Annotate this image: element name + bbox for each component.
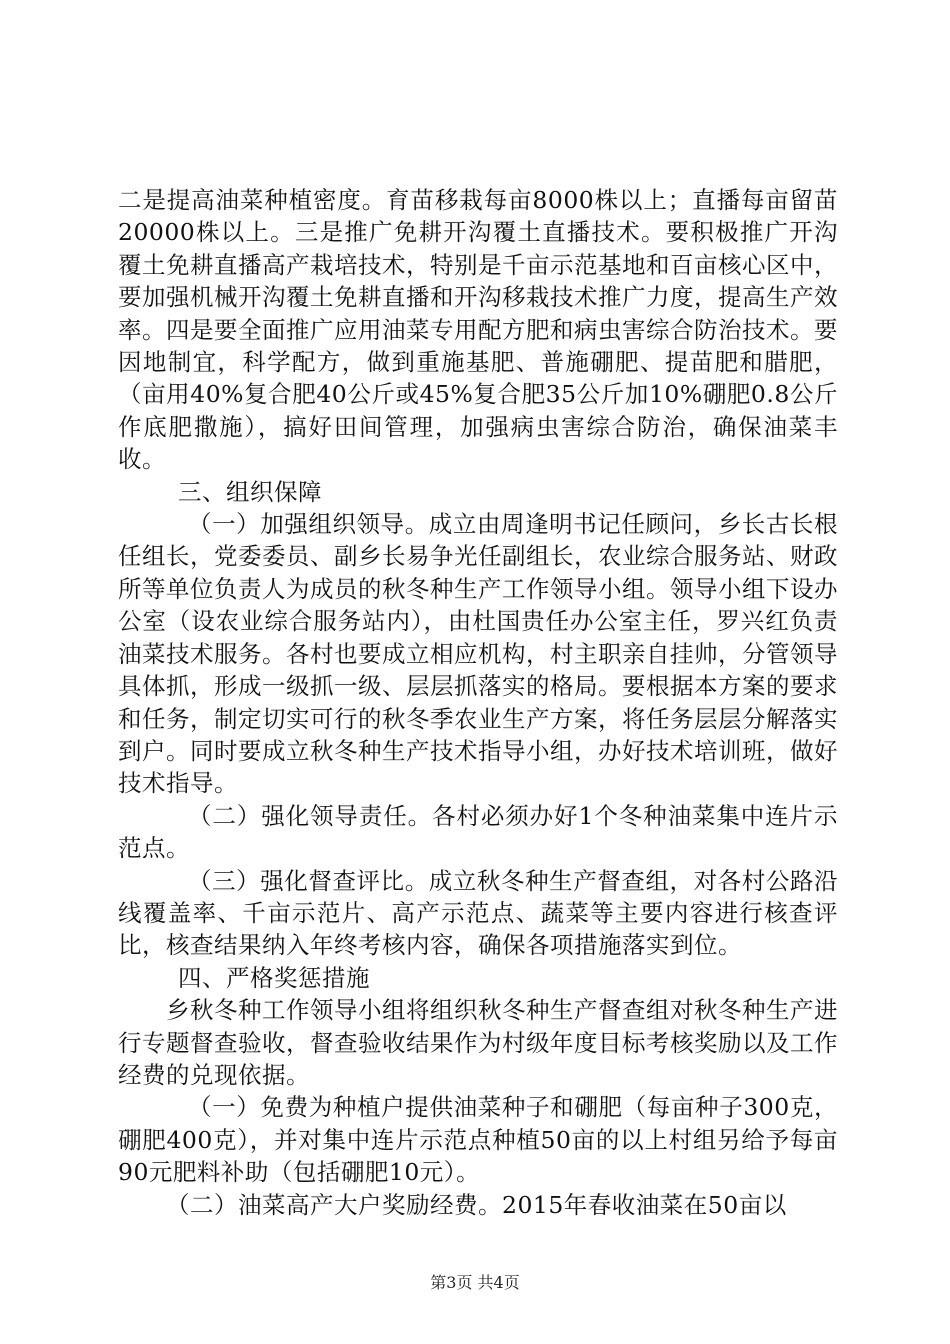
- document-body: [118, 184, 838, 1221]
- paragraph-planting-density: 二是提高油菜种植密度。育苗移栽每亩8000株以上；直播每亩留苗20000株以上。三是推广免耕开沟覆土直播技术。要积极推广开沟覆土免耕直播高产栽培技术，特别是千亩示范基地和百亩核心区中，要加强机械开沟覆土免耕直播和开沟移栽技术推广力度，提高生产效率。四是要全面推广应用油菜专用配方肥和病虫害综合防治技术。要因地制宜，科学配方，做到重施基肥、普施硼肥、提苗肥和腊肥，（亩用40%复合肥40公斤或45%复合肥35公斤加10%硼肥0.8公斤作底肥撒施），搞好田间管理，加强病虫害综合防治，确保油菜丰收。: [118, 186, 838, 474]
- paragraph-leadership: （一）加强组织领导。成立由周逢明书记任顾问，乡长古长根任组长，党委委员、副乡长易争光任副组长，农业综合服务站、财政所等单位负责人为成员的秋冬种生产工作领导小组。领导小组下设办公室（设农业综合服务站内），由杜国贵任办公室主任，罗兴红负责油菜技术服务。各村也要成立相应机构，村主职亲自挂帅，分管领导具体抓，形成一级抓一级、层层抓落实的格局。要根据本方案的要求和任务，制定切实可行的秋冬季农业生产方案，将任务层层分解落实到户。同时要成立秋冬种生产技术指导小组，办好技术培训班，做好技术指导。: [118, 510, 838, 798]
- paragraph-inspection: 乡秋冬种工作领导小组将组织秋冬种生产督查组对秋冬种生产进行专题督查验收，督查验收结果作为村级年度目标考核奖励以及工作经费的兑现依据。: [118, 996, 838, 1089]
- page-footer: 第3页 共4页: [430, 1273, 520, 1292]
- paragraph-high-yield-award: （二）油菜高产大户奖励经费。2015年春收油菜在50亩以: [166, 1190, 787, 1219]
- paragraph-free-seeds: （一）免费为种植户提供油菜种子和硼肥（每亩种子300克，硼肥400克），并对集中连片示范点种植50亩的以上村组另给予每亩90元肥料补助（包括硼肥10元）。: [118, 1093, 838, 1187]
- section-heading-organization: 三、组织保障: [178, 477, 322, 506]
- section-heading-rewards: 四、严格奖惩措施: [178, 963, 370, 992]
- paragraph-supervision: （三）强化督查评比。成立秋冬种生产督查组，对各村公路沿线覆盖率、千亩示范片、高产示范点、蔬菜等主要内容进行核查评比，核查结果纳入年终考核内容，确保各项措施落实到位。: [118, 866, 838, 960]
- paragraph-responsibility: （二）强化领导责任。各村必须办好1个冬种油菜集中连片示范点。: [118, 801, 838, 863]
